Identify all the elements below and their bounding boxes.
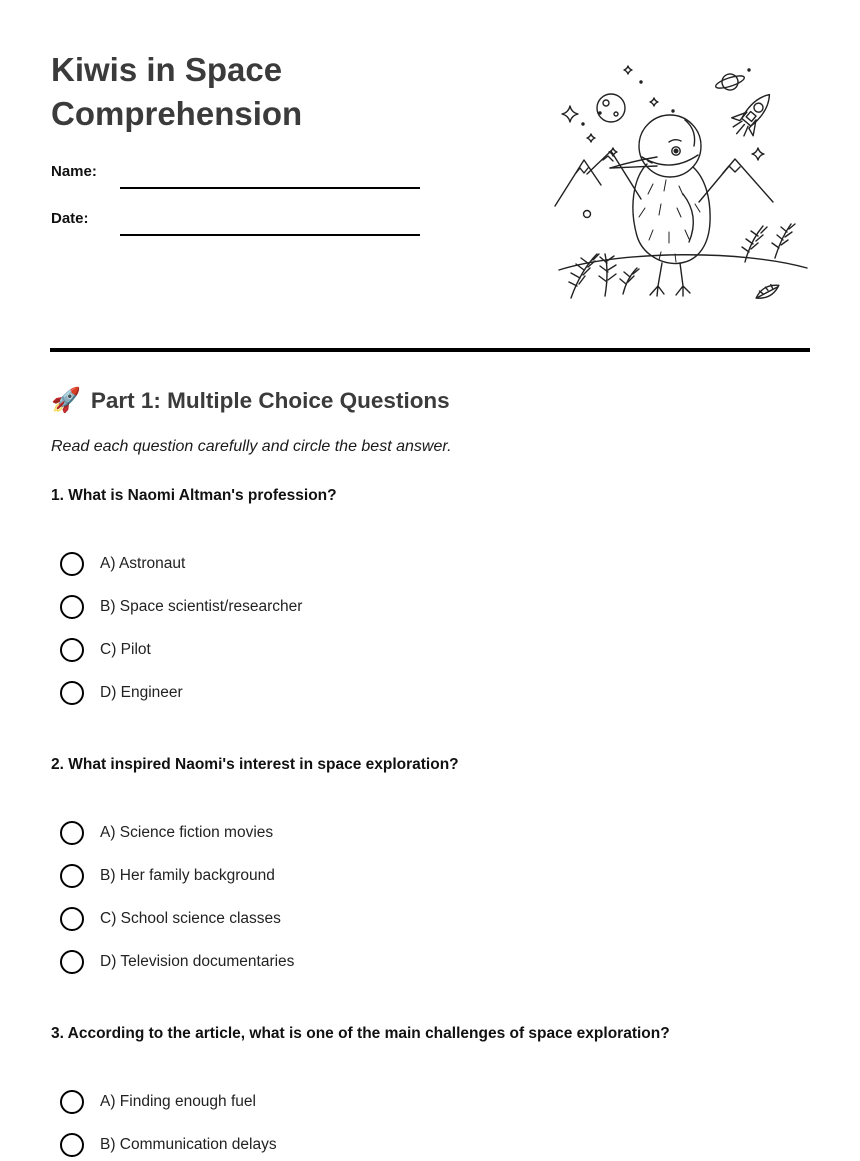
options-list [51, 821, 811, 974]
question-text: 2. What inspired Naomi's interest in space exploration? [51, 756, 459, 773]
section-heading-label: Part 1: Multiple Choice Questions [90, 387, 450, 413]
option-row [51, 864, 811, 888]
options-list [51, 1090, 811, 1157]
page-title: Kiwis in Space Comprehension [51, 51, 303, 132]
answer-radio[interactable] [60, 1133, 84, 1157]
question-text: 3. According to the article, what is one of the main challenges of space exploration? [51, 1025, 670, 1042]
question-block-1 [51, 486, 811, 705]
answer-radio[interactable] [60, 864, 84, 888]
question-text: 1. What is Naomi Altman's profession? [51, 487, 337, 504]
answer-radio[interactable] [60, 950, 84, 974]
option-label: C) School science classes [100, 910, 281, 927]
option-label: A) Science fiction movies [100, 824, 274, 841]
answer-radio[interactable] [60, 552, 84, 576]
answer-radio[interactable] [60, 638, 84, 662]
option-label: B) Her family background [100, 867, 275, 884]
option-label: B) Communication delays [100, 1136, 277, 1153]
option-label: D) Engineer [100, 684, 183, 701]
section-heading [51, 386, 450, 415]
date-input-line[interactable] [120, 210, 420, 236]
date-field-row [51, 210, 420, 236]
rocket-emoji-icon: 🚀 [51, 387, 81, 414]
option-row [51, 1133, 811, 1157]
section-divider [50, 348, 810, 352]
date-label: Date: [51, 210, 89, 227]
name-input-line[interactable] [120, 163, 420, 189]
option-row [51, 681, 811, 705]
answer-radio[interactable] [60, 595, 84, 619]
option-label: A) Astronaut [100, 555, 186, 572]
answer-radio[interactable] [60, 681, 84, 705]
option-label: D) Television documentaries [100, 953, 295, 970]
options-list [51, 552, 811, 705]
option-row [51, 638, 811, 662]
instructions-text: Read each question carefully and circle the best answer. [51, 438, 452, 455]
option-row [51, 595, 811, 619]
name-field-row [51, 163, 420, 189]
kiwi-astronaut-illustration [553, 56, 813, 310]
questions-container [51, 486, 811, 1161]
option-row [51, 821, 811, 845]
answer-radio[interactable] [60, 907, 84, 931]
question-block-2 [51, 755, 811, 974]
question-block-3 [51, 1024, 811, 1157]
option-row [51, 1090, 811, 1114]
option-row [51, 907, 811, 931]
answer-radio[interactable] [60, 821, 84, 845]
option-label: C) Pilot [100, 641, 151, 658]
option-row [51, 950, 811, 974]
option-label: A) Finding enough fuel [100, 1093, 256, 1110]
option-row [51, 552, 811, 576]
answer-radio[interactable] [60, 1090, 84, 1114]
name-label: Name: [51, 163, 97, 180]
option-label: B) Space scientist/researcher [100, 598, 303, 615]
